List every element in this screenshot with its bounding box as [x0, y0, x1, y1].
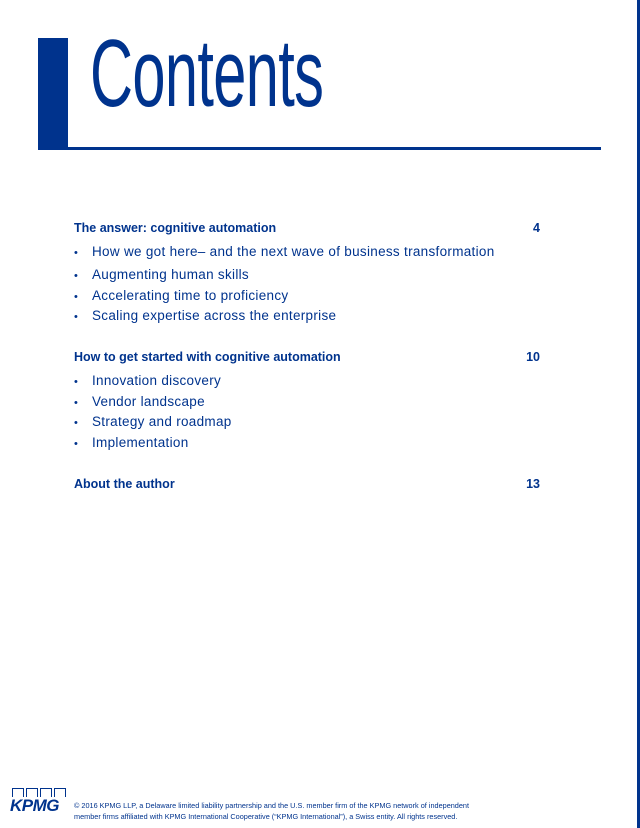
toc-item[interactable]	[74, 308, 336, 323]
bullet-icon: •	[74, 270, 79, 282]
toc-item-label: Strategy and roadmap	[92, 414, 232, 429]
title-accent-bar	[38, 38, 68, 148]
bullet-icon: •	[74, 438, 79, 450]
toc-item-label: Implementation	[92, 435, 189, 450]
kpmg-logo: KPMG	[10, 796, 59, 815]
toc-item[interactable]	[74, 414, 232, 429]
title-divider	[38, 147, 601, 150]
bullet-icon: •	[74, 311, 79, 323]
toc-item[interactable]	[74, 394, 205, 409]
toc-heading-label: The answer: cognitive automation	[74, 221, 277, 235]
toc-heading-label: How to get started with cognitive automation	[74, 350, 341, 364]
toc-heading-get-started[interactable]	[74, 350, 540, 364]
copyright-line-1: © 2016 KPMG LLP, a Delaware limited liability partnership and the U.S. member firm of the KPMG network of independent	[74, 801, 470, 810]
bullet-icon: •	[74, 247, 79, 259]
toc-item-label: Augmenting human skills	[92, 267, 249, 282]
bullet-icon: •	[74, 417, 79, 429]
copyright-notice	[74, 800, 544, 822]
toc-item-label: Accelerating time to proficiency	[92, 288, 289, 303]
toc-page-number: 4	[533, 221, 540, 235]
toc-item-label: Scaling expertise across the enterprise	[92, 308, 337, 323]
toc-item-label: Vendor landscape	[92, 394, 205, 409]
toc-heading-author[interactable]	[74, 477, 540, 491]
toc-item-label: Innovation discovery	[92, 373, 222, 388]
bullet-icon: •	[74, 397, 79, 409]
copyright-line-2: member firms affiliated with KPMG International Cooperative (“KPMG International”), a Swiss entity. All rights reserved.	[74, 812, 458, 821]
bullet-icon: •	[74, 376, 79, 388]
toc-heading-answer[interactable]	[74, 221, 540, 235]
toc-item[interactable]	[74, 288, 288, 303]
toc-item[interactable]	[74, 435, 189, 450]
toc-item[interactable]	[74, 373, 221, 388]
toc-page-number: 13	[526, 477, 540, 491]
bullet-icon: •	[74, 291, 79, 303]
toc-heading-label: About the author	[74, 477, 175, 491]
toc-item[interactable]	[74, 267, 249, 282]
page-title: Contents	[90, 20, 324, 127]
toc-item[interactable]	[74, 244, 495, 259]
toc-item-label: How we got here– and the next wave of business transformation	[92, 244, 495, 259]
toc-page-number: 10	[526, 350, 540, 364]
